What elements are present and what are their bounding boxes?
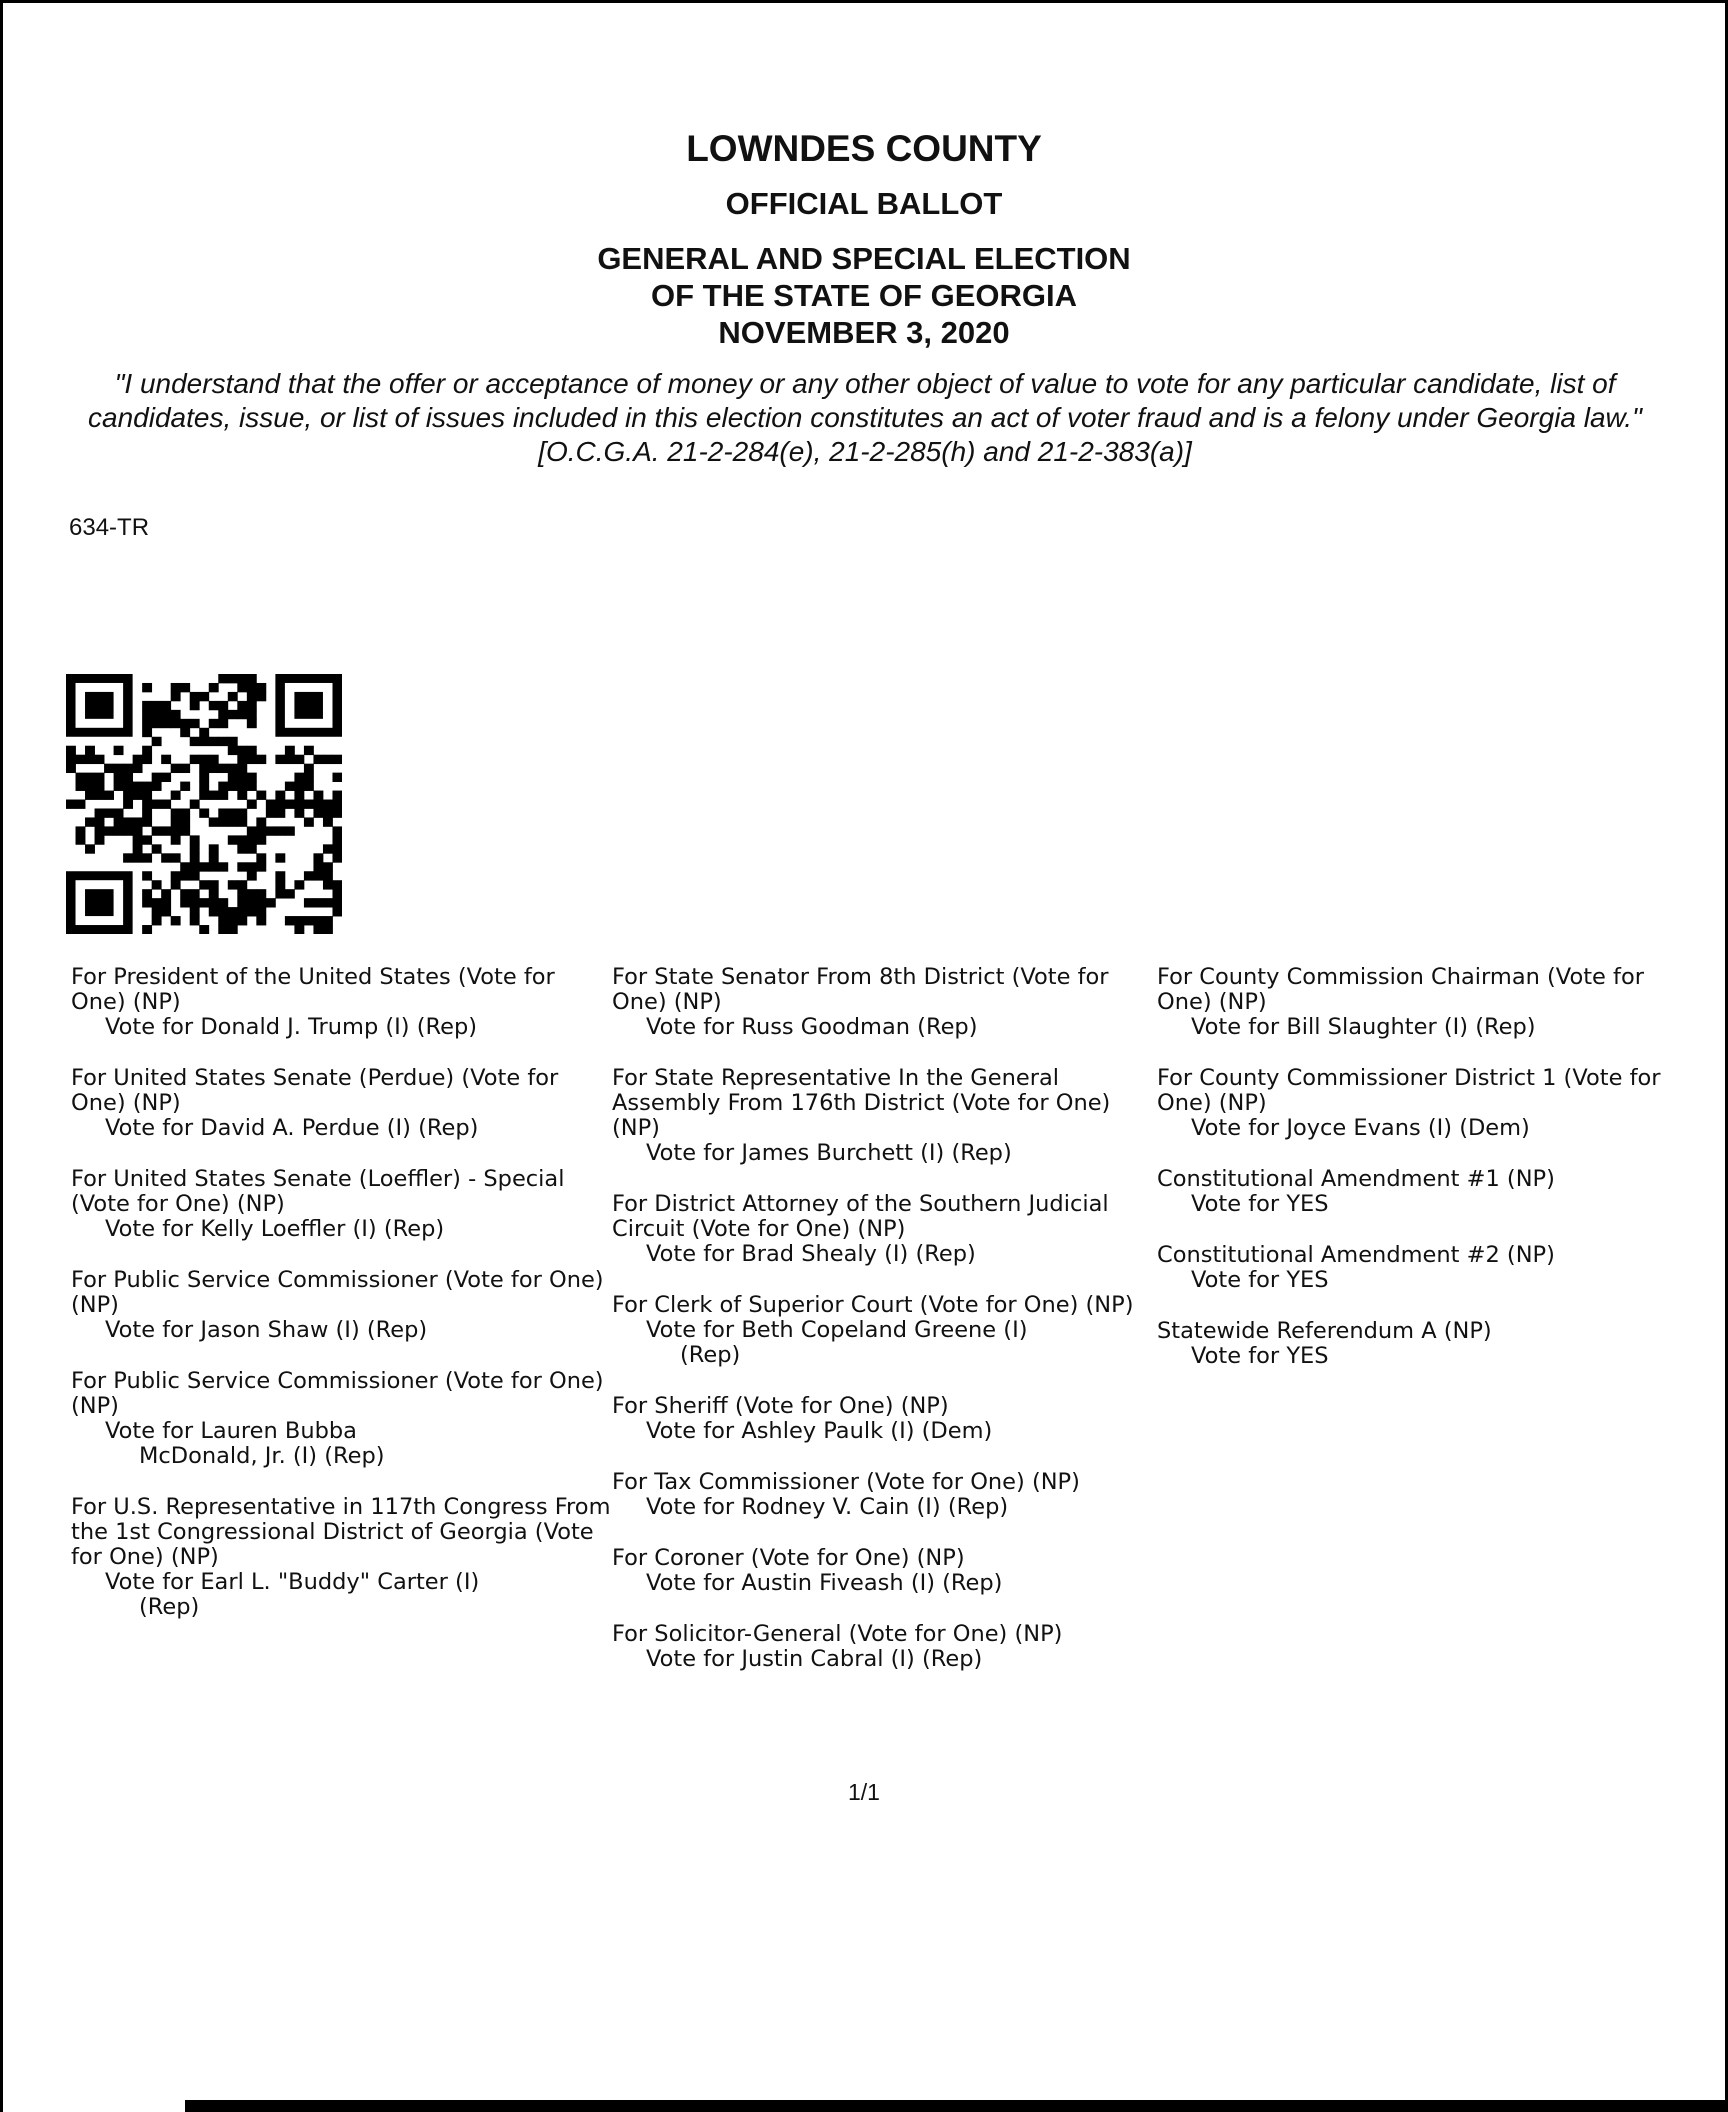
selection-text-continued: (Rep)	[680, 1342, 741, 1368]
contest-selection	[612, 1015, 1152, 1040]
contest-selection	[612, 1495, 1152, 1520]
selection-text: Vote for Bill Slaughter (I) (Rep)	[1191, 1014, 1536, 1040]
voter-oath: "I understand that the offer or acceptance of money or any other object of value to vote for any particular candidate, list of candidates, issue, or list of issues included in this election constitutes an act of voter fraud and is a felony under Georgia law." [O.C.G.A. 21-2-284(e), 21-2-285(h) and 21-2-383(a)]	[88, 368, 1642, 467]
ballot-contest	[612, 1394, 1152, 1444]
selection-text: Vote for David A. Perdue (I) (Rep)	[105, 1115, 479, 1141]
selection-text: Vote for Earl L. "Buddy" Carter (I)	[105, 1569, 480, 1595]
contest-selection	[1157, 1344, 1677, 1369]
contest-title: Statewide Referendum A (NP)	[1157, 1318, 1492, 1344]
contest-title: For U.S. Representative in 117th Congress From the 1st Congressional District of Georgia (Vote for One) (NP)	[71, 1494, 611, 1570]
contest-title: For Sheriff (Vote for One) (NP)	[612, 1393, 949, 1419]
ballot-contest	[612, 1192, 1152, 1267]
ballot-style-code: 634-TR	[69, 514, 150, 541]
ballot-contest	[1157, 965, 1677, 1040]
contest-selection	[71, 1318, 611, 1343]
ballot-contest	[612, 1066, 1152, 1166]
selection-text: Vote for YES	[1191, 1191, 1329, 1217]
contest-title: For Public Service Commissioner (Vote for One) (NP)	[71, 1368, 604, 1419]
selection-text: Vote for Ashley Paulk (I) (Dem)	[646, 1418, 993, 1444]
contest-title: For United States Senate (Perdue) (Vote for One) (NP)	[71, 1065, 559, 1116]
contest-title: For Clerk of Superior Court (Vote for One) (NP)	[612, 1292, 1134, 1318]
selection-text: Vote for YES	[1191, 1267, 1329, 1293]
ballot-contest	[71, 1495, 611, 1620]
contest-selection	[612, 1647, 1152, 1672]
ballot-contest	[612, 1293, 1152, 1368]
ballot-contest	[612, 965, 1152, 1040]
selection-text-continued: McDonald, Jr. (I) (Rep)	[139, 1443, 385, 1469]
contest-selection	[1157, 1015, 1677, 1040]
contest-selection	[1157, 1268, 1677, 1293]
selection-text: Vote for Rodney V. Cain (I) (Rep)	[646, 1494, 1009, 1520]
selection-text: Vote for Joyce Evans (I) (Dem)	[1191, 1115, 1530, 1141]
contest-selection	[71, 1419, 611, 1469]
contest-title: For State Senator From 8th District (Vote for One) (NP)	[612, 964, 1109, 1015]
selection-text: Vote for Lauren Bubba	[105, 1418, 357, 1444]
election-date: NOVEMBER 3, 2020	[718, 315, 1010, 350]
contest-selection	[71, 1570, 611, 1620]
page-number: 1/1	[848, 1779, 880, 1805]
contest-title: Constitutional Amendment #2 (NP)	[1157, 1242, 1555, 1268]
ballot-contest	[71, 1369, 611, 1469]
contest-selection	[71, 1015, 611, 1040]
contest-column-3	[1157, 965, 1677, 1395]
election-name-line1: GENERAL AND SPECIAL ELECTION	[597, 241, 1131, 276]
contest-selection	[612, 1242, 1152, 1267]
ballot-title: OFFICIAL BALLOT	[725, 186, 1003, 221]
contest-title: For Public Service Commissioner (Vote for One) (NP)	[71, 1267, 604, 1318]
contest-selection	[71, 1116, 611, 1141]
contest-title: For Tax Commissioner (Vote for One) (NP)	[612, 1469, 1080, 1495]
ballot-contest	[71, 1066, 611, 1141]
contest-title: For County Commission Chairman (Vote for One) (NP)	[1157, 964, 1644, 1015]
selection-text: Vote for Jason Shaw (I) (Rep)	[105, 1317, 428, 1343]
selection-text: Vote for Brad Shealy (I) (Rep)	[646, 1241, 976, 1267]
contest-title: For President of the United States (Vote for One) (NP)	[71, 964, 555, 1015]
ballot-contest	[1157, 1066, 1677, 1141]
contest-title: For Coroner (Vote for One) (NP)	[612, 1545, 965, 1571]
selection-text: Vote for Beth Copeland Greene (I)	[646, 1317, 1028, 1343]
contest-title: For State Representative In the General Assembly From 176th District (Vote for One) (NP)	[612, 1065, 1111, 1141]
page-border-top	[0, 0, 1728, 3]
selection-text: Vote for James Burchett (I) (Rep)	[646, 1140, 1012, 1166]
ballot-contest	[71, 1167, 611, 1242]
contest-selection	[612, 1318, 1152, 1368]
contest-selection	[612, 1141, 1152, 1166]
selection-text: Vote for Russ Goodman (Rep)	[646, 1014, 978, 1040]
contest-selection	[1157, 1192, 1677, 1217]
ballot-contest	[1157, 1167, 1677, 1217]
ballot-contest	[71, 1268, 611, 1343]
contest-selection	[612, 1419, 1152, 1444]
selection-text: Vote for Justin Cabral (I) (Rep)	[646, 1646, 983, 1672]
ballot-contest	[71, 965, 611, 1040]
ballot-contest	[612, 1622, 1152, 1672]
election-name-line2: OF THE STATE OF GEORGIA	[651, 278, 1077, 313]
contest-title: For District Attorney of the Southern Judicial Circuit (Vote for One) (NP)	[612, 1191, 1109, 1242]
ballot-contest	[1157, 1319, 1677, 1369]
ballot-contest	[612, 1546, 1152, 1596]
selection-text: Vote for Austin Fiveash (I) (Rep)	[646, 1570, 1003, 1596]
selection-text-continued: (Rep)	[139, 1594, 200, 1620]
page-border-bottom	[185, 2100, 1728, 2112]
selection-text: Vote for Donald J. Trump (I) (Rep)	[105, 1014, 478, 1040]
ballot-contest	[612, 1470, 1152, 1520]
contest-title: For Solicitor-General (Vote for One) (NP)	[612, 1621, 1063, 1647]
contest-title: For United States Senate (Loeffler) - Special (Vote for One) (NP)	[71, 1166, 565, 1217]
qr-code	[66, 674, 342, 934]
ballot-contest	[1157, 1243, 1677, 1293]
contest-title: Constitutional Amendment #1 (NP)	[1157, 1166, 1555, 1192]
contest-selection	[71, 1217, 611, 1242]
county-title: LOWNDES COUNTY	[686, 128, 1042, 169]
ballot-header	[0, 128, 1728, 351]
contest-title: For County Commissioner District 1 (Vote for One) (NP)	[1157, 1065, 1661, 1116]
selection-text: Vote for YES	[1191, 1343, 1329, 1369]
selection-text: Vote for Kelly Loeffler (I) (Rep)	[105, 1216, 445, 1242]
contest-selection	[1157, 1116, 1677, 1141]
contest-column-2	[612, 965, 1152, 1698]
contest-selection	[612, 1571, 1152, 1596]
contest-column-1	[71, 965, 611, 1646]
